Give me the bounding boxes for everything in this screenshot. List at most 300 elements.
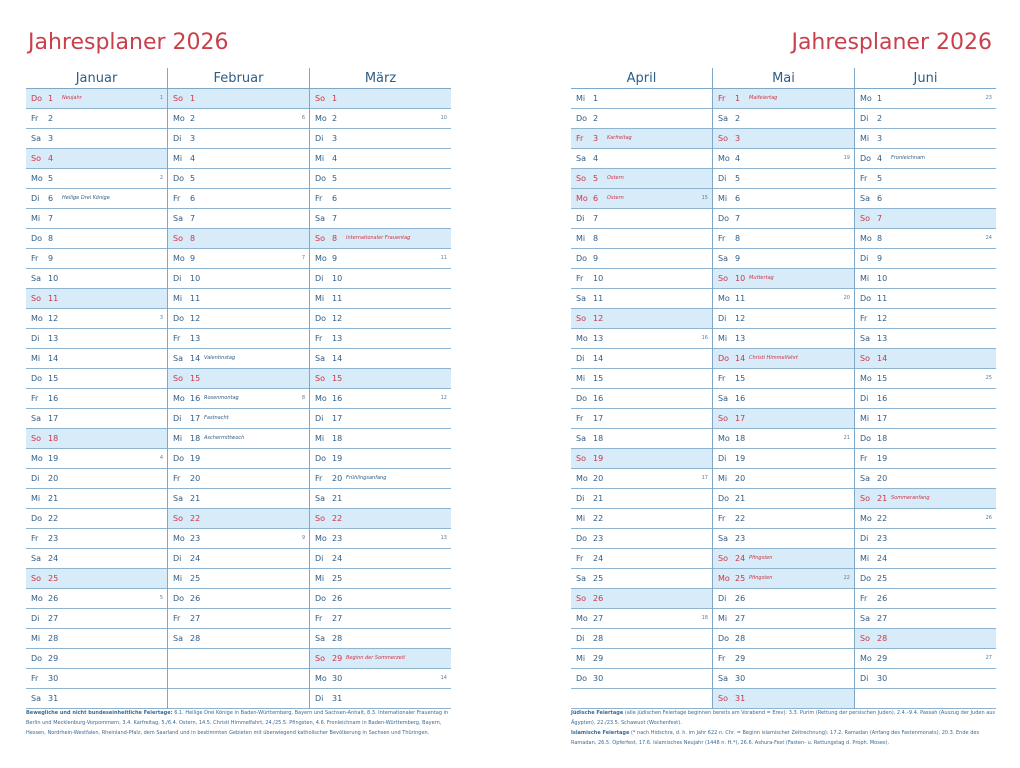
day-row (571, 629, 712, 649)
day-number: 2 (190, 114, 196, 123)
day-row (855, 569, 996, 589)
day-number: 18 (190, 434, 201, 443)
day-number: 20 (190, 474, 201, 483)
day-row (168, 589, 309, 609)
day-row (168, 629, 309, 649)
day-row (571, 529, 712, 549)
day-row (855, 489, 996, 509)
day-row (571, 649, 712, 669)
weekday-label: Mi (576, 514, 586, 523)
weekday-label: Mo (31, 174, 43, 183)
day-number: 16 (735, 394, 746, 403)
day-number: 5 (735, 174, 741, 183)
week-number: 18 (701, 615, 708, 621)
day-number: 18 (48, 434, 59, 443)
day-row (855, 329, 996, 349)
day-number: 24 (735, 554, 746, 563)
weekday-label: Mo (860, 94, 872, 103)
day-row (713, 669, 854, 689)
weekday-label: Do (576, 534, 588, 543)
calendar-right (571, 68, 996, 709)
day-row (713, 629, 854, 649)
week-number: 7 (301, 255, 305, 261)
day-number: 5 (877, 174, 883, 183)
day-row (168, 269, 309, 289)
day-number: 2 (593, 114, 599, 123)
day-number: 23 (735, 534, 746, 543)
day-row (571, 229, 712, 249)
holiday-label: Christi Himmelfahrt (749, 355, 799, 361)
day-row (713, 569, 854, 589)
day-number: 28 (735, 634, 746, 643)
day-row (571, 329, 712, 349)
week-number: 21 (843, 435, 850, 441)
weekday-label: So (718, 414, 728, 423)
day-row (855, 249, 996, 269)
weekday-label: Fr (31, 114, 39, 123)
day-row (310, 609, 451, 629)
day-row (26, 649, 167, 669)
day-number: 17 (48, 414, 59, 423)
weekday-label: So (718, 694, 728, 703)
day-number: 25 (593, 574, 604, 583)
day-number: 11 (332, 294, 343, 303)
day-row (26, 249, 167, 269)
weekday-label: Mo (718, 294, 730, 303)
week-number: 3 (159, 315, 163, 321)
weekday-label: Mi (173, 294, 183, 303)
day-number: 13 (593, 334, 604, 343)
weekday-label: Mo (860, 514, 872, 523)
day-row (310, 209, 451, 229)
weekday-label: Fr (718, 654, 726, 663)
day-number: 3 (48, 134, 54, 143)
day-number: 7 (877, 214, 883, 223)
week-number: 22 (843, 575, 850, 581)
weekday-label: So (173, 514, 183, 523)
weekday-label: Mi (173, 574, 183, 583)
weekday-label: Fr (718, 234, 726, 243)
day-number: 25 (877, 574, 888, 583)
day-row (26, 209, 167, 229)
day-number: 25 (332, 574, 343, 583)
day-row (26, 289, 167, 309)
weekday-label: Sa (718, 114, 728, 123)
day-row (26, 229, 167, 249)
day-number: 30 (593, 674, 604, 683)
day-number: 1 (190, 94, 196, 103)
day-number: 30 (877, 674, 888, 683)
day-number: 30 (332, 674, 343, 683)
day-row (713, 289, 854, 309)
day-row (168, 489, 309, 509)
day-row (310, 669, 451, 689)
day-number: 12 (593, 314, 604, 323)
weekday-label: Mo (315, 394, 327, 403)
weekday-label: Fr (718, 514, 726, 523)
day-number: 24 (593, 554, 604, 563)
day-number: 24 (48, 554, 59, 563)
weekday-label: Sa (315, 354, 325, 363)
day-number: 21 (190, 494, 201, 503)
day-number: 13 (332, 334, 343, 343)
empty-row (168, 649, 309, 669)
day-number: 20 (735, 474, 746, 483)
day-number: 14 (735, 354, 746, 363)
month-header: April (571, 68, 712, 89)
day-number: 17 (190, 414, 201, 423)
day-row (168, 329, 309, 349)
weekday-label: Fr (31, 394, 39, 403)
day-number: 8 (735, 234, 741, 243)
weekday-label: Mo (31, 314, 43, 323)
day-row (310, 329, 451, 349)
day-number: 3 (593, 134, 599, 143)
weekday-label: Mi (718, 194, 728, 203)
day-row (310, 489, 451, 509)
day-row (713, 429, 854, 449)
holiday-label: Sommeranfang (891, 495, 930, 501)
weekday-label: Mo (173, 114, 185, 123)
holiday-label: Fronleichnam (891, 155, 926, 161)
week-number: 25 (985, 375, 992, 381)
day-number: 2 (735, 114, 741, 123)
day-row (571, 389, 712, 409)
day-row (310, 469, 451, 489)
day-number: 5 (332, 174, 338, 183)
day-row (26, 549, 167, 569)
weekday-label: So (860, 214, 870, 223)
week-number: 2 (159, 175, 163, 181)
weekday-label: Do (315, 594, 327, 603)
day-row (713, 589, 854, 609)
weekday-label: Do (31, 94, 43, 103)
weekday-label: Do (576, 114, 588, 123)
day-number: 8 (593, 234, 599, 243)
empty-row (168, 669, 309, 689)
day-number: 10 (735, 274, 746, 283)
weekday-label: So (860, 494, 870, 503)
day-number: 13 (735, 334, 746, 343)
day-number: 20 (593, 474, 604, 483)
day-row (168, 609, 309, 629)
day-number: 12 (332, 314, 343, 323)
weekday-label: Di (315, 554, 324, 563)
day-row (310, 629, 451, 649)
weekday-label: Fr (576, 134, 584, 143)
day-number: 19 (190, 454, 201, 463)
weekday-label: Mi (31, 494, 41, 503)
day-row (713, 269, 854, 289)
weekday-label: Do (576, 254, 588, 263)
day-number: 17 (735, 414, 746, 423)
footnote-label: Bewegliche und nicht bundeseinheitliche Feiertage: (26, 710, 173, 716)
day-row (571, 209, 712, 229)
day-row (26, 449, 167, 469)
day-row (26, 109, 167, 129)
empty-row (855, 689, 996, 709)
day-row (168, 89, 309, 109)
day-number: 4 (48, 154, 54, 163)
day-row (310, 589, 451, 609)
weekday-label: Mi (718, 474, 728, 483)
day-number: 30 (48, 674, 59, 683)
weekday-label: Mo (31, 454, 43, 463)
day-number: 5 (190, 174, 196, 183)
day-row (855, 189, 996, 209)
weekday-label: Do (31, 514, 43, 523)
weekday-label: Sa (315, 634, 325, 643)
week-number: 16 (701, 335, 708, 341)
day-number: 26 (877, 594, 888, 603)
weekday-label: Mi (860, 554, 870, 563)
day-number: 13 (877, 334, 888, 343)
day-number: 19 (735, 454, 746, 463)
day-row (855, 429, 996, 449)
day-row (26, 349, 167, 369)
week-number: 12 (440, 395, 447, 401)
weekday-label: Fr (315, 194, 323, 203)
day-row (713, 389, 854, 409)
day-row (571, 449, 712, 469)
day-row (713, 509, 854, 529)
day-row (855, 109, 996, 129)
weekday-label: Mo (31, 594, 43, 603)
day-number: 4 (877, 154, 883, 163)
day-row (713, 209, 854, 229)
weekday-label: Sa (315, 214, 325, 223)
empty-row (168, 689, 309, 709)
weekday-label: So (576, 314, 586, 323)
day-number: 21 (48, 494, 59, 503)
day-row (713, 449, 854, 469)
weekday-label: Fr (860, 174, 868, 183)
day-row (26, 609, 167, 629)
page-title-right: Jahresplaner 2026 (791, 30, 992, 55)
day-row (713, 229, 854, 249)
day-number: 7 (332, 214, 338, 223)
day-row (713, 109, 854, 129)
day-row (168, 109, 309, 129)
day-number: 16 (593, 394, 604, 403)
footnote-text: 6.1. Heilige Drei Könige in Baden-Württemberg, Bayern und Sachsen-Anhalt, 8.3. Internationaler Frauentag in Berlin und Mecklenburg-Vorpommern, 3.4. Karfreitag, 5./6.4. Ostern, 14.5. Christi Himmelfahrt, 24./25.5. Pfingsten, 4.6. Fronleichnam in Baden-Württemberg, Bayern, Hessen, Nordrhein-Westfalen, Rheinland-Pfalz, dem Saarland und in bestimmten Gebieten mit überwiegend katholischer Bevölkerung in Sachsen und Thüringen. (26, 710, 449, 736)
day-number: 15 (332, 374, 343, 383)
day-row (571, 149, 712, 169)
day-number: 6 (332, 194, 338, 203)
day-row (168, 149, 309, 169)
day-number: 1 (593, 94, 599, 103)
day-number: 29 (48, 654, 59, 663)
weekday-label: So (173, 374, 183, 383)
day-row (168, 429, 309, 449)
day-number: 26 (593, 594, 604, 603)
weekday-label: Sa (860, 334, 870, 343)
day-row (310, 649, 451, 669)
day-row (310, 369, 451, 389)
weekday-label: Di (31, 194, 40, 203)
day-number: 19 (877, 454, 888, 463)
day-row (571, 109, 712, 129)
day-row (26, 89, 167, 109)
day-number: 7 (593, 214, 599, 223)
day-row (26, 629, 167, 649)
day-number: 6 (48, 194, 54, 203)
weekday-label: Do (860, 434, 872, 443)
weekday-label: Mi (860, 414, 870, 423)
day-row (26, 509, 167, 529)
day-number: 2 (48, 114, 54, 123)
day-row (713, 169, 854, 189)
day-number: 23 (48, 534, 59, 543)
weekday-label: Di (576, 214, 585, 223)
day-number: 11 (593, 294, 604, 303)
day-row (855, 89, 996, 109)
weekday-label: Fr (860, 594, 868, 603)
day-number: 1 (332, 94, 338, 103)
holiday-label: Heilige Drei Könige (62, 195, 110, 201)
day-number: 15 (735, 374, 746, 383)
weekday-label: Mo (718, 434, 730, 443)
day-row (855, 289, 996, 309)
day-number: 12 (48, 314, 59, 323)
day-row (713, 249, 854, 269)
day-row (713, 649, 854, 669)
day-number: 6 (190, 194, 196, 203)
day-row (26, 429, 167, 449)
weekday-label: So (31, 434, 41, 443)
day-row (310, 429, 451, 449)
day-number: 26 (48, 594, 59, 603)
day-row (571, 609, 712, 629)
weekday-label: Do (860, 574, 872, 583)
day-number: 31 (48, 694, 59, 703)
day-row (310, 149, 451, 169)
month-header: Mai (713, 68, 854, 89)
weekday-label: So (576, 454, 586, 463)
week-number: 24 (985, 235, 992, 241)
weekday-label: Di (718, 174, 727, 183)
day-number: 12 (190, 314, 201, 323)
weekday-label: Mi (315, 434, 325, 443)
holiday-label: Pfingsten (749, 555, 773, 561)
day-row (571, 669, 712, 689)
day-row (310, 249, 451, 269)
day-number: 21 (332, 494, 343, 503)
weekday-label: So (718, 274, 728, 283)
weekday-label: So (576, 594, 586, 603)
day-row (855, 549, 996, 569)
day-row (713, 529, 854, 549)
page-title-left: Jahresplaner 2026 (28, 30, 229, 55)
day-number: 15 (877, 374, 888, 383)
weekday-label: Di (860, 674, 869, 683)
weekday-label: Di (315, 414, 324, 423)
weekday-label: Fr (576, 274, 584, 283)
day-number: 7 (735, 214, 741, 223)
day-number: 19 (332, 454, 343, 463)
day-row (571, 129, 712, 149)
weekday-label: Di (173, 134, 182, 143)
day-number: 10 (48, 274, 59, 283)
day-row (855, 349, 996, 369)
weekday-label: Di (576, 494, 585, 503)
weekday-label: Do (31, 374, 43, 383)
day-row (713, 349, 854, 369)
footnote-right (571, 708, 996, 748)
day-number: 14 (877, 354, 888, 363)
day-number: 14 (190, 354, 201, 363)
weekday-label: Sa (173, 354, 183, 363)
weekday-label: Sa (173, 214, 183, 223)
week-number: 5 (159, 595, 163, 601)
day-row (310, 509, 451, 529)
weekday-label: Fr (315, 334, 323, 343)
day-number: 4 (735, 154, 741, 163)
day-row (168, 309, 309, 329)
weekday-label: So (718, 134, 728, 143)
day-number: 10 (332, 274, 343, 283)
week-number: 4 (159, 455, 163, 461)
weekday-label: Mo (576, 194, 588, 203)
day-number: 11 (48, 294, 59, 303)
weekday-label: Fr (31, 534, 39, 543)
day-number: 18 (593, 434, 604, 443)
day-row (26, 269, 167, 289)
day-number: 17 (593, 414, 604, 423)
day-number: 23 (593, 534, 604, 543)
day-row (168, 569, 309, 589)
day-number: 2 (332, 114, 338, 123)
day-number: 3 (190, 134, 196, 143)
day-number: 3 (877, 134, 883, 143)
day-row (310, 389, 451, 409)
weekday-label: Mo (576, 334, 588, 343)
day-row (571, 369, 712, 389)
weekday-label: Mo (860, 234, 872, 243)
day-row (855, 129, 996, 149)
day-row (26, 389, 167, 409)
month-columns (571, 68, 996, 709)
weekday-label: Sa (718, 674, 728, 683)
day-row (571, 429, 712, 449)
weekday-label: Do (31, 234, 43, 243)
weekday-label: So (860, 354, 870, 363)
day-row (855, 469, 996, 489)
day-row (571, 489, 712, 509)
weekday-label: Fr (718, 374, 726, 383)
day-number: 22 (877, 514, 888, 523)
day-row (168, 169, 309, 189)
day-number: 7 (190, 214, 196, 223)
day-number: 10 (877, 274, 888, 283)
weekday-label: Di (173, 274, 182, 283)
weekday-label: Do (173, 454, 185, 463)
day-number: 29 (877, 654, 888, 663)
day-number: 29 (735, 654, 746, 663)
day-number: 1 (735, 94, 741, 103)
day-row (855, 229, 996, 249)
day-row (310, 229, 451, 249)
weekday-label: Mi (173, 154, 183, 163)
day-row (713, 329, 854, 349)
weekday-label: Sa (31, 694, 41, 703)
weekday-label: Sa (173, 494, 183, 503)
day-number: 31 (332, 694, 343, 703)
weekday-label: Mo (860, 654, 872, 663)
day-row (571, 549, 712, 569)
weekday-label: Di (718, 594, 727, 603)
footnote-label-jewish: Jüdische Feiertage (571, 710, 624, 716)
